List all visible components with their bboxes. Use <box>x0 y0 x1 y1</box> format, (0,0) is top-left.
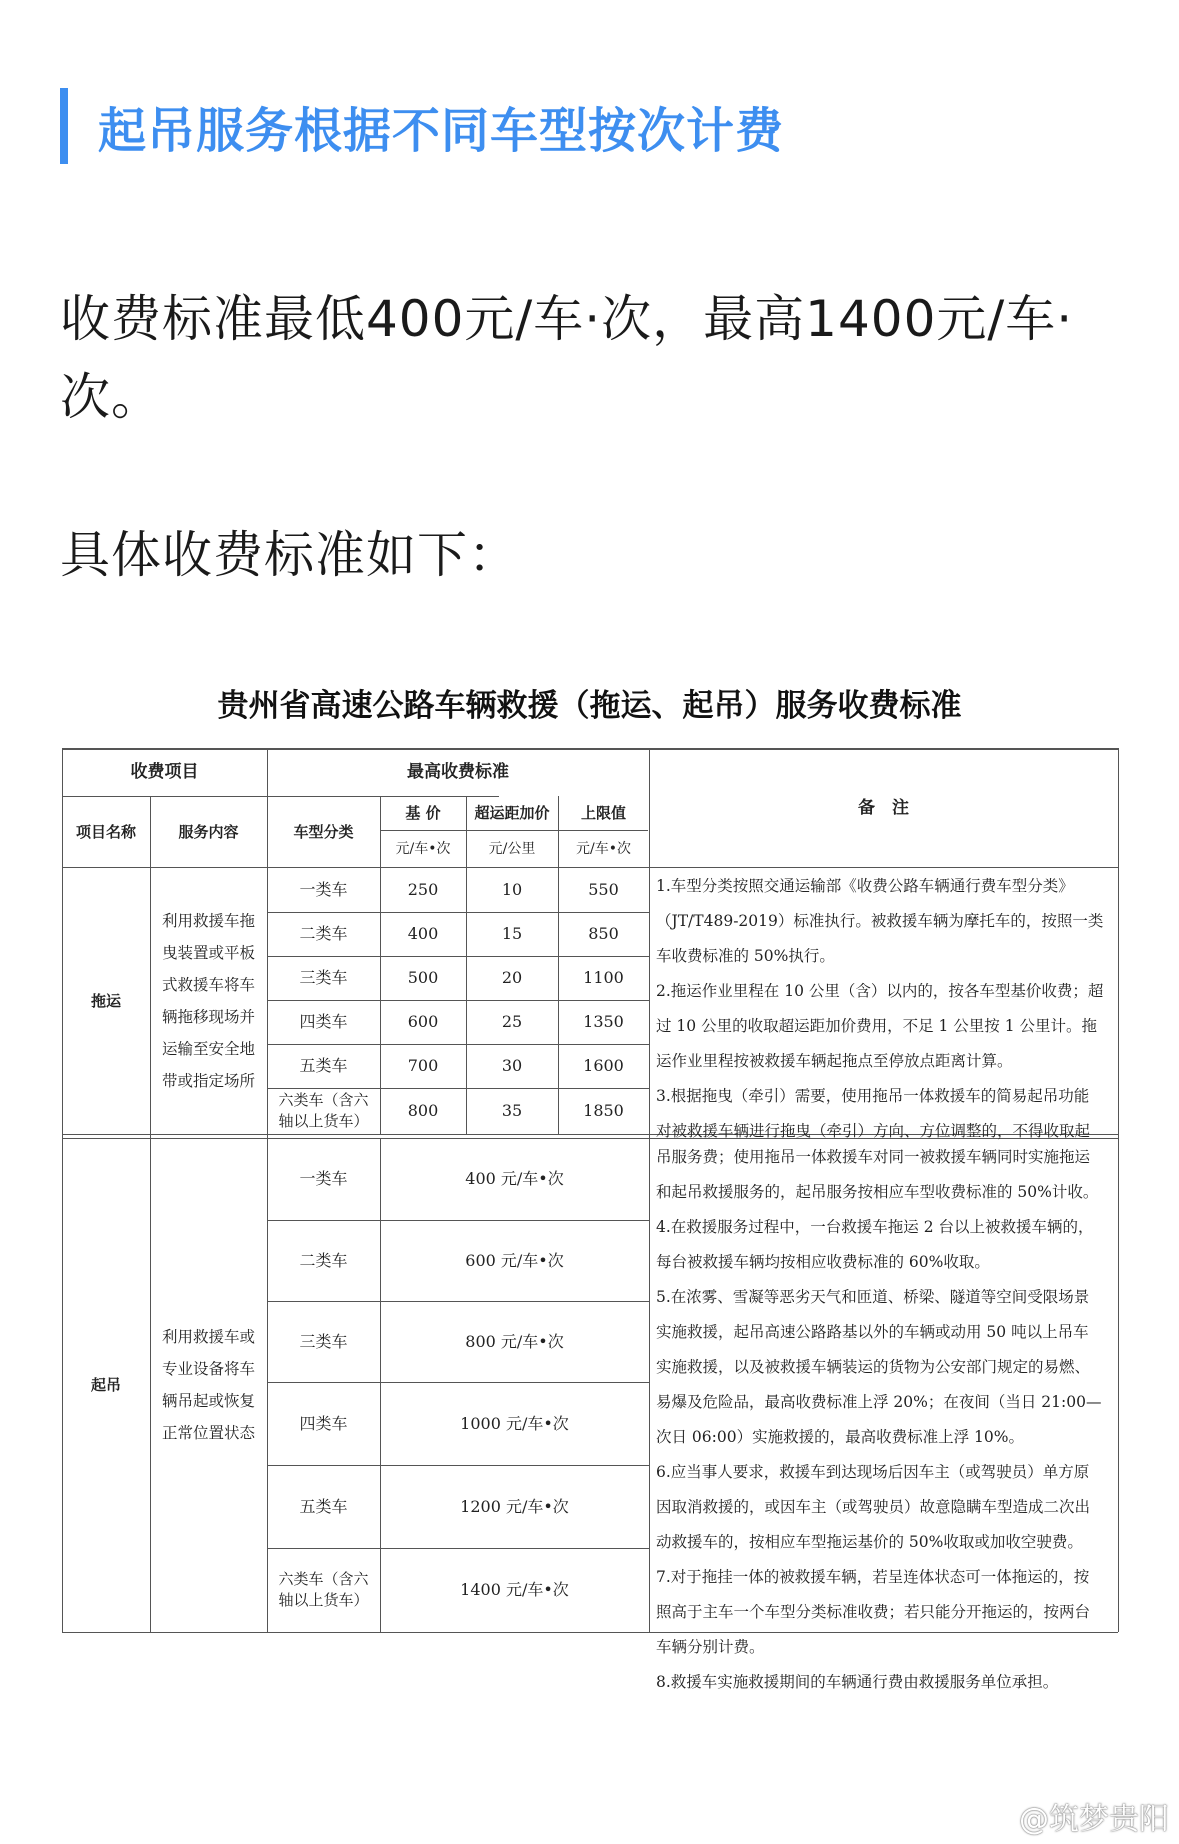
remark-line: 8.救援车实施救援期间的车辆通行费由救援服务单位承担。 <box>656 1673 1059 1691</box>
section-header <box>60 88 784 164</box>
towing-base-6: 800 <box>407 1101 439 1120</box>
lifting-class-6-line: 轴以上货车） <box>278 1591 369 1609</box>
header-max-standard: 最高收费标准 <box>407 762 509 782</box>
unit-km: 元/公里 <box>488 840 536 857</box>
remark-line: 1.车型分类按照交通运输部《收费公路车辆通行费车型分类》 <box>656 877 1074 895</box>
remark-line: 4.在救援服务过程中，一台救援车拖运 2 台以上被救援车辆的， <box>656 1218 1094 1236</box>
remark-line: 5.在浓雾、雪凝等恶劣天气和匝道、桥梁、隧道等空间受限场景 <box>656 1288 1090 1306</box>
lifting-class-4: 四类车 <box>299 1413 348 1433</box>
towing-extra-6: 35 <box>501 1101 523 1120</box>
lifting-content <box>150 1138 267 1632</box>
lifting-content-line: 正常位置状态 <box>161 1424 255 1442</box>
header-extra-distance: 超运距加价 <box>474 804 550 822</box>
towing-extra-2: 15 <box>501 924 523 943</box>
towing-base-3: 500 <box>407 968 439 987</box>
towing-base-2: 400 <box>407 924 439 943</box>
remark-line: 7.对于拖挂一体的被救援车辆，若呈连体状态可一体拖运的，按 <box>656 1568 1090 1586</box>
remark-line: 吊服务费；使用拖吊一体救援车对同一被救援车辆同时实施拖运 <box>656 1148 1091 1166</box>
towing-cap-4: 1350 <box>583 1012 624 1031</box>
remark-line: 车辆分别计费。 <box>656 1638 765 1656</box>
accent-bar <box>60 88 68 164</box>
lifting-content-line: 辆吊起或恢复 <box>161 1392 255 1410</box>
remark-line: 和起吊救援服务的，起吊服务按相应车型收费标准的 50%计收。 <box>656 1183 1099 1201</box>
towing-cap-2: 850 <box>588 924 619 943</box>
towing-content-line: 利用救援车拖 <box>161 911 255 930</box>
lifting-price-6: 1400 元/车•次 <box>460 1580 569 1599</box>
lifting-price-2: 600 元/车•次 <box>465 1250 564 1270</box>
towing-class-6-line: 轴以上货车） <box>278 1112 369 1130</box>
remark-line: 对被救援车辆进行拖曳（牵引）方向、方位调整的，不得收取起 <box>656 1122 1091 1140</box>
towing-cap-3: 1100 <box>583 968 624 987</box>
header-item-name: 项目名称 <box>75 822 136 841</box>
towing-content-line: 辆拖移现场并 <box>161 1007 255 1026</box>
towing-cap-1: 550 <box>588 879 619 899</box>
lifting-name: 起吊 <box>90 1376 121 1394</box>
remark-line: 车收费标准的 50%执行。 <box>656 947 835 965</box>
section-title: 起吊服务根据不同车型按次计费 <box>98 102 785 159</box>
details-intro-paragraph: 具体收费标准如下： <box>60 526 519 584</box>
lifting-class-1: 一类车 <box>299 1169 348 1188</box>
remark-line: 每台被救援车辆均按相应收费标准的 60%收取。 <box>656 1253 990 1271</box>
lifting-price-4: 1000 元/车•次 <box>460 1413 569 1433</box>
header-remarks: 备 注 <box>858 797 909 818</box>
towing-content-line: 曳装置或平板 <box>161 943 255 962</box>
remark-line: 易爆及危险品，最高收费标准上浮 20%；在夜间（当日 21:00— <box>656 1393 1102 1411</box>
towing-class-1: 一类车 <box>299 879 348 899</box>
remarks-top <box>656 869 1116 1149</box>
towing-class-5: 五类车 <box>299 1056 348 1075</box>
remark-line: 6.应当事人要求，救援车到达现场后因车主（或驾驶员）单方原 <box>656 1463 1090 1481</box>
remark-line: 动救援车的，按相应车型拖运基价的 50%收取或加收空驶费。 <box>656 1533 1083 1551</box>
weibo-icon <box>975 1801 1013 1831</box>
header-fee-item: 收费项目 <box>130 762 199 782</box>
remark-line: 照高于主车一个车型分类标准收费；若只能分开拖运的，按两台 <box>656 1603 1091 1621</box>
towing-class-3: 三类车 <box>299 968 348 987</box>
towing-base-5: 700 <box>407 1056 439 1075</box>
header-base-price: 基 价 <box>405 804 441 822</box>
lifting-price-1: 400 元/车•次 <box>465 1169 564 1188</box>
towing-name: 拖运 <box>90 991 121 1010</box>
remark-line: （JT/T489-2019）标准执行。被救援车辆为摩托车的，按照一类 <box>656 912 1104 930</box>
towing-content <box>150 867 267 1134</box>
towing-content-line: 带或指定场所 <box>161 1071 255 1090</box>
remark-line: 2.拖运作业里程在 10 公里（含）以内的，按各车型基价收费；超 <box>656 982 1104 1000</box>
lifting-class-3: 三类车 <box>299 1331 348 1351</box>
towing-content-line: 式救援车将车 <box>161 975 255 994</box>
remarks-bottom <box>656 1140 1116 1700</box>
lifting-content-line: 专业设备将车 <box>161 1360 255 1378</box>
towing-extra-5: 30 <box>501 1056 523 1075</box>
towing-cap-6: 1850 <box>583 1101 624 1120</box>
towing-extra-3: 20 <box>501 968 523 987</box>
remark-line: 实施救援，以及被救援车辆装运的货物为公安部门规定的易燃、 <box>656 1358 1091 1376</box>
lifting-price-3: 800 元/车•次 <box>465 1331 564 1351</box>
towing-class-4: 四类车 <box>299 1012 348 1031</box>
lifting-class-6-line: 六类车（含六 <box>278 1570 369 1588</box>
towing-content-line: 运输至安全地 <box>161 1039 255 1058</box>
towing-class-6-line: 六类车（含六 <box>278 1091 369 1109</box>
lifting-class-5: 五类车 <box>299 1496 348 1516</box>
towing-base-4: 600 <box>407 1012 439 1031</box>
lifting-class-2: 二类车 <box>299 1250 348 1270</box>
remark-line: 实施救援，起吊高速公路路基以外的车辆或动用 50 吨以上吊车 <box>656 1323 1089 1341</box>
watermark-text: @筑梦贵阳 <box>1019 1802 1169 1837</box>
unit-base: 元/车•次 <box>395 840 451 857</box>
towing-extra-1: 10 <box>501 879 523 899</box>
towing-extra-4: 25 <box>501 1012 523 1031</box>
remark-line: 3.根据拖曳（牵引）需要，使用拖吊一体救援车的简易起吊功能 <box>656 1087 1090 1105</box>
document-title: 贵州省高速公路车辆救援（拖运、起吊）服务收费标准 <box>217 688 962 724</box>
fee-standard-document <box>0 660 1179 1844</box>
lifting-content-line: 利用救援车或 <box>161 1328 255 1346</box>
header-service-content: 服务内容 <box>178 822 239 841</box>
towing-class-6 <box>267 1088 380 1134</box>
fee-range-paragraph: 收费标准最低400元/车·次，最高1400元/车·次。 <box>60 290 1074 426</box>
header-vehicle-class: 车型分类 <box>293 822 354 841</box>
watermark <box>975 1794 1169 1838</box>
towing-cap-5: 1600 <box>583 1056 624 1075</box>
lifting-price-5: 1200 元/车•次 <box>460 1496 569 1516</box>
towing-base-1: 250 <box>407 879 439 899</box>
unit-cap: 元/车•次 <box>576 840 631 857</box>
remark-line: 因取消救援的，或因车主（或驾驶员）故意隐瞒车型造成二次出 <box>656 1498 1091 1516</box>
remark-line: 过 10 公里的收取超运距加价费用，不足 1 公里按 1 公里计。拖 <box>656 1017 1098 1035</box>
remark-line: 次日 06:00）实施救援的，最高收费标准上浮 10%。 <box>656 1428 1024 1446</box>
header-cap: 上限值 <box>580 804 626 822</box>
lifting-class-6 <box>267 1548 380 1632</box>
towing-class-2: 二类车 <box>299 924 348 943</box>
remark-line: 运作业里程按被救援车辆起拖点至停放点距离计算。 <box>656 1052 1013 1070</box>
